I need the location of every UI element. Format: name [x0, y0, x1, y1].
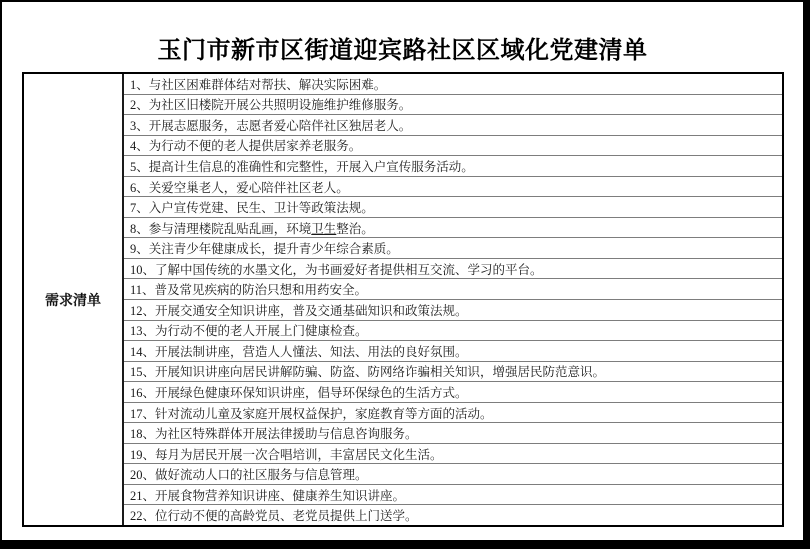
list-item-text: 10、了解中国传统的水墨文化，为书画爱好者提供相互交流、学习的平台。: [130, 262, 543, 277]
list-item: [124, 341, 782, 362]
list-item: [124, 362, 782, 383]
list-item-text: 12、开展交通安全知识讲座，普及交通基础知识和政策法规。: [130, 303, 468, 318]
items-column: [124, 74, 782, 525]
list-item: [124, 321, 782, 342]
list-item-text: 2、为社区旧楼院开展公共照明设施维护维修服务。: [130, 98, 412, 113]
list-item: [124, 115, 782, 136]
list-item-text: 21、开展食物营养知识讲座、健康养生知识讲座。: [130, 488, 406, 503]
list-item-text: 8、参与清理楼院乱贴乱画，环境: [130, 221, 312, 236]
list-item-text: 卫生: [311, 221, 337, 236]
list-item-text: 18、为社区特殊群体开展法律援助与信息咨询服务。: [130, 427, 418, 442]
list-item: [124, 218, 782, 239]
list-item-text: 19、每月为居民开展一次合唱培训，丰富居民文化生活。: [130, 447, 443, 462]
list-item-text: 15、开展知识讲座向居民讲解防骗、防盗、防网络诈骗相关知识，增强居民防范意识。: [130, 365, 606, 380]
list-item: [124, 505, 782, 525]
list-item: [124, 259, 782, 280]
list-item-text: 4、为行动不便的老人提供居家养老服务。: [130, 139, 362, 154]
list-item-text: 5、提高计生信息的准确性和完整性，开展入户宣传服务活动。: [130, 159, 474, 174]
list-item: [124, 156, 782, 177]
list-item: [124, 423, 782, 444]
list-item-text: 14、开展法制讲座，营造人人懂法、知法、用法的良好氛围。: [130, 344, 468, 359]
list-item-text: 16、开展绿色健康环保知识讲座，倡导环保绿色的生活方式。: [130, 385, 468, 400]
list-item-text: 整治。: [336, 221, 374, 236]
list-item-text: 7、入户宣传党建、民生、卫计等政策法规。: [130, 201, 374, 216]
list-item: [124, 485, 782, 506]
list-item: [124, 444, 782, 465]
list-item: [124, 74, 782, 95]
list-item: [124, 382, 782, 403]
page-title: 玉门市新市区街道迎宾路社区区域化党建清单: [157, 38, 648, 64]
list-item-text: 9、关注青少年健康成长，提升青少年综合素质。: [130, 242, 399, 257]
list-item-text: 11、普及常见疾病的防治只想和用药安全。: [130, 283, 368, 298]
list-item: [124, 177, 782, 198]
demand-list-table: [22, 72, 784, 527]
list-item: [124, 136, 782, 157]
category-label: 需求清单: [45, 293, 101, 309]
list-item-text: 17、针对流动儿童及家庭开展权益保护，家庭教育等方面的活动。: [130, 406, 493, 421]
list-item: [124, 279, 782, 300]
list-item: [124, 403, 782, 424]
list-item: [124, 300, 782, 321]
category-column: [24, 74, 124, 525]
list-item-text: 6、关爱空巢老人，爱心陪伴社区老人。: [130, 180, 349, 195]
document-page: [2, 2, 803, 540]
list-item-text: 22、位行动不便的高龄党员、老党员提供上门送学。: [130, 509, 418, 524]
list-item-text: 1、与社区困难群体结对帮扶、解决实际困难。: [130, 77, 387, 92]
list-item-text: 13、为行动不便的老人开展上门健康检查。: [130, 324, 368, 339]
list-item: [124, 464, 782, 485]
list-item: [124, 238, 782, 259]
list-item: [124, 95, 782, 116]
list-item-text: 3、开展志愿服务，志愿者爱心陪伴社区独居老人。: [130, 118, 412, 133]
list-item-text: 20、做好流动人口的社区服务与信息管理。: [130, 468, 368, 483]
list-item: [124, 197, 782, 218]
